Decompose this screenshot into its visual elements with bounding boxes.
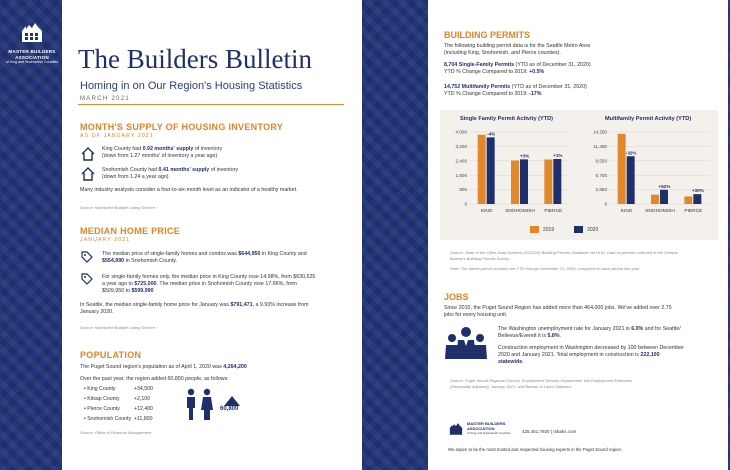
house-icon [80, 166, 96, 182]
supply-source: Source: Northwest Multiple Listing Service [80, 205, 155, 210]
median-source: Source: Northwest Multiple Listing Service [80, 325, 155, 330]
logo-line2: ASSOCIATION [15, 54, 49, 60]
y-tick-label: 0 [604, 201, 607, 207]
house-logo-icon [448, 420, 464, 436]
y-tick-label: 0 [464, 201, 467, 207]
supply-note: Many industry analysts consider a four-to-six-month level as an indicator of a healthy market. [80, 187, 298, 193]
change-label: +3% [519, 153, 530, 159]
y-tick-label: 2,400 [455, 158, 467, 164]
house-logo-icon [19, 18, 45, 44]
x-tick-label: SNOHOMISH [645, 209, 675, 214]
legend-label: 2020 [587, 226, 599, 233]
median-p1: The median price of single-family homes and condos was $644,950 in King County and $554,990 in Snohomish County. [102, 251, 307, 264]
x-tick-label: SNOHOMISH [505, 209, 535, 214]
jobs-source: Source: Puget Sound Regional Council, Employment Security Department: WA Employment Estimates (Seasonally Adjusted), January 2021, and Bureau of Labor Statistics. [450, 378, 632, 389]
multifamily-chart [580, 124, 718, 220]
workers-icon [444, 326, 488, 360]
legend-swatch-2020 [574, 226, 583, 233]
permits-note: Note: The above permit numbers are YTD through December 31, 2020, compared to same period last year. [450, 266, 641, 271]
permits-intro: The following building permit data is for the Seattle Metro Area (including King, Snohomish, and Pierce counties). [444, 43, 591, 56]
y-tick-label: 4,000 [455, 129, 467, 135]
footer-separator: | [550, 429, 552, 434]
sidebar-logo [2, 18, 62, 65]
chart-legend [530, 226, 598, 233]
legend-swatch-2019 [530, 226, 539, 233]
issue-date: MARCH 2021 [80, 96, 131, 102]
jobs-p1: Since 2010, the Puget Sound Region has added more than 464,000 jobs. We've added over 2.75 jobs for every housing unit. [444, 305, 672, 318]
legend-label: 2019 [543, 226, 555, 233]
y-tick-label: 11,400 [593, 144, 607, 149]
bar-2019-king [618, 134, 626, 204]
jobs-p2: The Washington unemployment rate for January 2021 is 6.0% and for Seattle/ Bellevue/Everett it is 5.8%. [498, 326, 681, 339]
jobs-heading: JOBS [444, 292, 469, 302]
change-label: +30% [691, 188, 704, 194]
population-heading: POPULATION [80, 350, 142, 360]
footer-tagline: We aspire to be the most trusted and respected housing experts in the Puget Sound region. [448, 447, 623, 452]
population-total: 60,800 [220, 406, 239, 412]
page-subtitle: Homing in on Our Region's Housing Statistics [80, 80, 303, 92]
supply-king: King County had 0.92 months' supply of inventory (down from 1.27 months' of inventory a year ago) [102, 146, 223, 159]
change-label: +52% [658, 183, 671, 189]
permits-source: Source: State of the Cities Data Systems (SOCDS) Building Permits Database via HUD. Data on permits collected in the Census Bureau's Building Permits Survey. [450, 250, 678, 261]
footer-logo-line1: MASTER BUILDERS [467, 421, 506, 426]
x-tick-label: KING [480, 209, 493, 214]
house-icon [80, 146, 96, 162]
logo-line3: of King and Snohomish Counties [5, 60, 59, 64]
jobs-p3: Construction employment in Washington decreased by 100 between December 2020 and January 2021. Total employment in construction is 222,100 statewide. [498, 345, 684, 365]
y-tick-label: 2,850 [595, 187, 607, 193]
x-tick-label: PIERCE [684, 209, 703, 214]
bar-2019-snohomish [511, 160, 519, 204]
list-item: • Snohomish County +11,800 [84, 414, 164, 424]
footer-logo [448, 420, 511, 436]
population-p2: Over the past year, the region added 60,800 people, as follows: [80, 376, 229, 382]
left-page [62, 0, 362, 470]
y-tick-label: 8,550 [595, 158, 607, 164]
bar-2019-snohomish [651, 195, 659, 204]
supply-asof: AS OF JANUARY 2021 [80, 133, 154, 139]
x-tick-label: PIERCE [544, 209, 563, 214]
y-tick-label: 5,700 [595, 172, 607, 178]
median-p3: In Seattle, the median single-family home price for January was $791,471, a 9.93% increase from January 2020. [80, 302, 309, 315]
bar-2019-king [478, 135, 486, 204]
change-label: -32% [625, 150, 637, 156]
bar-2019-pierce [684, 196, 692, 204]
right-page [428, 0, 728, 470]
population-source: Source: Office of Financial Management [80, 430, 152, 435]
y-tick-label: 3,200 [455, 144, 467, 149]
list-item: • Pierce County +12,400 [84, 404, 164, 414]
chart-title: Multifamily Permit Activity (YTD) [605, 116, 692, 122]
footer-logo-line2: ASSOCIATION [467, 426, 495, 431]
permits-chart-panel [440, 110, 718, 240]
footer-logo-line3: of King and Snohomish Counties [467, 431, 511, 435]
y-tick-label: 1,600 [455, 172, 467, 178]
y-tick-label: 14,250 [592, 129, 607, 135]
list-item: • King County +34,500 [84, 384, 164, 394]
logo-line1: MASTER BUILDERS [8, 49, 56, 54]
supply-heading: MONTH'S SUPPLY OF HOUSING INVENTORY [80, 122, 284, 132]
price-tag-icon [80, 250, 94, 264]
footer-contact [522, 428, 576, 435]
permits-multifamily: 14,752 Multifamily Permits (YTD as of December 31, 2020) YTD % Change Compared to 2019: -17% [444, 84, 587, 97]
price-tag-icon [80, 272, 94, 286]
y-tick-label: 800 [459, 187, 467, 193]
bar-2020-pierce [693, 194, 701, 204]
footer-phone: 425.451.7920 [522, 429, 550, 434]
population-p1: The Puget Sound region's population as of April 1, 2020 was 4,264,200 [80, 364, 247, 370]
supply-snohomish: Snohomish County had 0.41 months' supply of inventory (down from 1.24 a year ago) [102, 167, 239, 180]
permits-single-family: 8,704 Single-Family Permits (YTD as of December 31, 2020) YTD % Change Compared to 2019: +0.5% [444, 62, 591, 75]
chart-title: Single Family Permit Activity (YTD) [460, 116, 554, 122]
bar-2020-snohomish [660, 190, 668, 204]
bar-2020-king [487, 137, 495, 204]
single-family-chart [440, 124, 580, 220]
page-title: The Builders Bulletin [78, 44, 312, 74]
median-p2: For single-family homes only, the median price in King County rose 14.98%, from $630,525 a year ago to $725,000. The median price in Snohomish County rose 17.66%, from $509,950 to $599,990 [102, 274, 316, 294]
change-label: +1% [553, 153, 563, 158]
x-tick-label: KING [620, 209, 633, 214]
people-icon [182, 388, 216, 422]
bar-2020-king [627, 156, 635, 204]
bar-2020-pierce [553, 159, 561, 204]
header-rule [78, 104, 344, 105]
bar-2020-snohomish [520, 159, 528, 204]
median-date: JANUARY 2021 [80, 237, 131, 243]
up-arrow-icon [224, 396, 240, 406]
footer-site-link[interactable]: mbaks.com [553, 429, 577, 434]
bar-2019-pierce [544, 160, 552, 204]
permits-heading: BUILDING PERMITS [444, 30, 531, 40]
population-list [84, 384, 164, 424]
change-label: -4% [487, 131, 496, 137]
list-item: • Kitsap County +2,100 [84, 394, 164, 404]
median-heading: MEDIAN HOME PRICE [80, 226, 181, 236]
